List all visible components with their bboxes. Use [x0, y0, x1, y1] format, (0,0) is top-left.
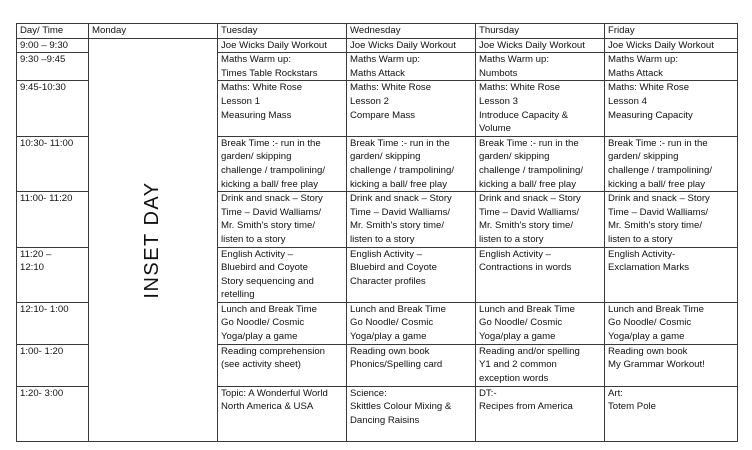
- time-cell: 9:45-10:30: [17, 81, 89, 136]
- time-cell: 1:20- 3:00: [17, 386, 89, 441]
- wednesday-cell: English Activity – Bluebird and Coyote Character profiles: [347, 247, 476, 302]
- header-tuesday: Tuesday: [218, 24, 347, 39]
- thursday-cell: DT:- Recipes from America: [476, 386, 605, 441]
- time-cell: 1:00- 1:20: [17, 344, 89, 386]
- header-row: [17, 24, 738, 39]
- time-cell: 11:00- 11:20: [17, 192, 89, 247]
- wednesday-cell: Drink and snack – Story Time – David Walliams/ Mr. Smith's story time/ listen to a story: [347, 192, 476, 247]
- friday-cell: Art: Totem Pole: [605, 386, 738, 441]
- wednesday-cell: Science: Skittles Colour Mixing & Dancing Raisins: [347, 386, 476, 441]
- friday-cell: Maths: White Rose Lesson 4 Measuring Capacity: [605, 81, 738, 136]
- wednesday-cell: Maths Warm up: Maths Attack: [347, 53, 476, 81]
- time-cell: 10:30- 11:00: [17, 136, 89, 191]
- time-cell: 9:30 –9:45: [17, 53, 89, 81]
- tuesday-cell: Reading comprehension (see activity sheet): [218, 344, 347, 386]
- table-row: [17, 38, 738, 53]
- weekly-timetable: [16, 23, 738, 442]
- tuesday-cell: Break Time :- run in the garden/ skipping challenge / trampolining/ kicking a ball/ free play: [218, 136, 347, 191]
- monday-inset-cell: [89, 38, 218, 441]
- wednesday-cell: Break Time :- run in the garden/ skipping challenge / trampolining/ kicking a ball/ free play: [347, 136, 476, 191]
- thursday-cell: Maths Warm up: Numbots: [476, 53, 605, 81]
- thursday-cell: Maths: White Rose Lesson 3 Introduce Capacity & Volume: [476, 81, 605, 136]
- thursday-cell: English Activity – Contractions in words: [476, 247, 605, 302]
- header-day-time: Day/ Time: [17, 24, 89, 39]
- tuesday-cell: Drink and snack – Story Time – David Walliams/ Mr. Smith's story time/ listen to a story: [218, 192, 347, 247]
- friday-cell: English Activity- Exclamation Marks: [605, 247, 738, 302]
- header-monday: Monday: [89, 24, 218, 39]
- tuesday-cell: Maths Warm up: Times Table Rockstars: [218, 53, 347, 81]
- wednesday-cell: Lunch and Break Time Go Noodle/ Cosmic Yoga/play a game: [347, 302, 476, 344]
- time-cell: 12:10- 1:00: [17, 302, 89, 344]
- thursday-cell: Lunch and Break Time Go Noodle/ Cosmic Yoga/play a game: [476, 302, 605, 344]
- friday-cell: Lunch and Break Time Go Noodle/ Cosmic Yoga/play a game: [605, 302, 738, 344]
- thursday-cell: Reading and/or spelling Y1 and 2 common exception words: [476, 344, 605, 386]
- time-cell: 9:00 – 9:30: [17, 38, 89, 53]
- wednesday-cell: Reading own book Phonics/Spelling card: [347, 344, 476, 386]
- tuesday-cell: English Activity – Bluebird and Coyote Story sequencing and retelling: [218, 247, 347, 302]
- thursday-cell: Break Time :- run in the garden/ skipping challenge / trampolining/ kicking a ball/ free play: [476, 136, 605, 191]
- thursday-cell: Drink and snack – Story Time – David Walliams/ Mr. Smith's story time/ listen to a story: [476, 192, 605, 247]
- time-cell: 11:20 – 12:10: [17, 247, 89, 302]
- tuesday-cell: Joe Wicks Daily Workout: [218, 38, 347, 53]
- wednesday-cell: Joe Wicks Daily Workout: [347, 38, 476, 53]
- header-wednesday: Wednesday: [347, 24, 476, 39]
- friday-cell: Drink and snack – Story Time – David Walliams/ Mr. Smith's story time/ listen to a story: [605, 192, 738, 247]
- wednesday-cell: Maths: White Rose Lesson 2 Compare Mass: [347, 81, 476, 136]
- inset-day-label: INSET DAY: [141, 181, 164, 299]
- tuesday-cell: Maths: White Rose Lesson 1 Measuring Mass: [218, 81, 347, 136]
- header-thursday: Thursday: [476, 24, 605, 39]
- tuesday-cell: Lunch and Break Time Go Noodle/ Cosmic Yoga/play a game: [218, 302, 347, 344]
- friday-cell: Maths Warm up: Maths Attack: [605, 53, 738, 81]
- friday-cell: Break Time :- run in the garden/ skipping challenge / trampolining/ kicking a ball/ free play: [605, 136, 738, 191]
- friday-cell: Reading own book My Grammar Workout!: [605, 344, 738, 386]
- header-friday: Friday: [605, 24, 738, 39]
- friday-cell: Joe Wicks Daily Workout: [605, 38, 738, 53]
- thursday-cell: Joe Wicks Daily Workout: [476, 38, 605, 53]
- tuesday-cell: Topic: A Wonderful World North America & USA: [218, 386, 347, 441]
